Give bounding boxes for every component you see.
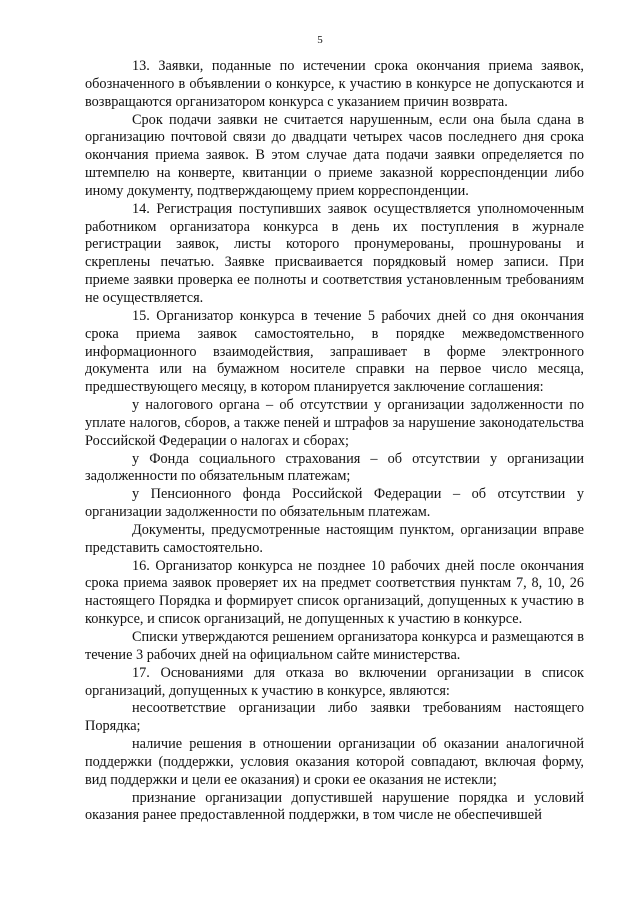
paragraph-17-ground-violation: признание организации допустившей нарушение порядка и условий оказания ранее предоставленной поддержки, в том числе не обеспечившей <box>85 789 584 824</box>
paragraph-17-ground-similar-support: наличие решения в отношении организации об оказании аналогичной поддержки (поддержки, условия оказания которой совпадают, включая форму, вид поддержки и цели ее оказания) и сроки ее оказания не истекли; <box>85 736 584 788</box>
paragraph-17: 17. Основаниями для отказа во включении организации в список организаций, допущенных к участию в конкурсе, являются: <box>85 664 584 699</box>
paragraph-13: 13. Заявки, поданные по истечении срока окончания приема заявок, обозначенного в объявлении о конкурсе, к участию в конкурсе не допускаются и возвращаются организатором конкурса с указанием причин возврата. <box>85 58 584 110</box>
paragraph-15-tax-authority: у налогового органа – об отсутствии у организации задолженности по уплате налогов, сборов, а также пеней и штрафов за нарушение законодательства Российской Федерации о налогах и сборах; <box>85 397 584 449</box>
paragraph-15-pension-fund: у Пенсионного фонда Российской Федерации – об отсутствии у организации задолженности по обязательным платежам. <box>85 486 584 521</box>
paragraph-16: 16. Организатор конкурса не позднее 10 рабочих дней после окончания срока приема заявок проверяет их на предмет соответствия пунктам 7, 8, 10, 26 настоящего Порядка и формирует список организаций, допущенных к участию в конкурсе, и список организаций, не допущенных к участию в конкурсе. <box>85 557 584 628</box>
paragraph-13-deadline-note: Срок подачи заявки не считается нарушенным, если она была сдана в организацию почтовой связи до двадцати четырех часов последнего дня срока окончания приема заявок. В этом случае дата подачи заявки определяется по штемпелю на конверте, квитанции о приеме заказной корреспонденции либо иному документу, подтверждающему прием корреспонденции. <box>85 111 584 199</box>
page-number: 5 <box>317 34 323 46</box>
paragraph-17-ground-nonconformity: несоответствие организации либо заявки требованиям настоящего Порядка; <box>85 700 584 735</box>
paragraph-15-documents-note: Документы, предусмотренные настоящим пунктом, организации вправе представить самостоятельно. <box>85 521 584 556</box>
document-body <box>85 58 584 825</box>
paragraph-16-lists-approval: Списки утверждаются решением организатора конкурса и размещаются в течение 3 рабочих дней на официальном сайте министерства. <box>85 629 584 663</box>
paragraph-15: 15. Организатор конкурса в течение 5 рабочих дней со дня окончания срока приема заявок самостоятельно, в порядке межведомственного информационного взаимодействия, запрашивает в форме электронного документа или на бумажном носителе справки на первое число месяца, предшествующего месяцу, в котором планируется заключение соглашения: <box>85 307 584 396</box>
paragraph-14: 14. Регистрация поступивших заявок осуществляется уполномоченным работником организатора конкурса в день их поступления в журнале регистрации заявок, листы которого пронумерованы, прошнурованы и скреплены печатью. Заявке присваивается порядковый номер записи. При приеме заявки проверка ее полноты и соответствия установленным требованиям не осуществляется. <box>85 200 584 306</box>
paragraph-15-social-insurance-fund: у Фонда социального страхования – об отсутствии у организации задолженности по обязательным платежам; <box>85 450 584 485</box>
